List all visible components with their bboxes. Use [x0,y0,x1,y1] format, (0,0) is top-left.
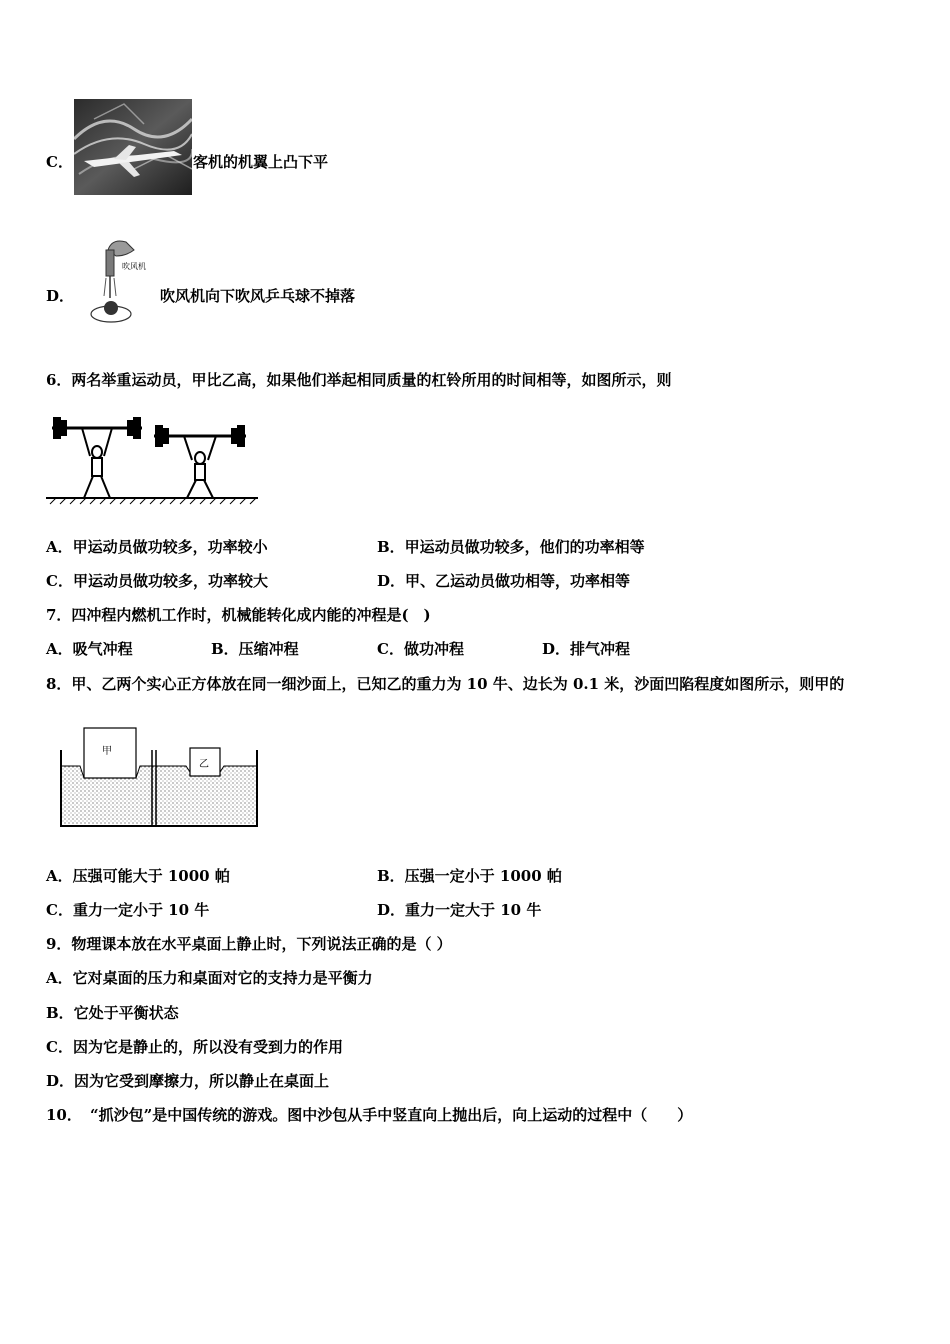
q7-option-a: A．吸气冲程 [46,640,133,658]
question-10-stem: “抓沙包”是中国传统的游戏。图中沙包从手中竖直向上抛出后，向上运动的过程中（ ） [90,1106,693,1124]
option-d-text: 吹风机向下吹风乒乓球不掉落 [160,287,356,305]
option-c-letter: C． [46,153,73,171]
q8-option-b: B．压强一定小于 1000 帕 [377,867,562,885]
option-c-text: 客机的机翼上凸下平 [193,153,329,171]
lifter-jia [52,418,142,498]
question-8-stem: 8．甲、乙两个实心正方体放在同一细沙面上，已知乙的重力为 10 牛、边长为 0.1 米，沙面凹陷程度如图所示，则甲的 [46,675,845,693]
sand-box-figure [56,722,262,830]
q7-option-c: C．做功冲程 [377,640,464,658]
weightlifters-figure [46,412,258,506]
hair-dryer-label: 吹风机 [122,262,146,271]
q7-option-d: D．排气冲程 [542,640,631,658]
q9-option-a: A．它对桌面的压力和桌面对它的支持力是平衡力 [46,969,373,987]
q9-option-b: B．它处于平衡状态 [46,1004,179,1022]
q8-option-a: A．压强可能大于 1000 帕 [46,867,230,885]
option-d-letter: D． [46,287,75,305]
block-yi-label: 乙 [199,759,209,770]
hair-dryer-figure [86,236,156,330]
question-10-number: 10． [46,1106,82,1124]
q6-option-b: B．甲运动员做功较多，他们的功率相等 [377,538,645,556]
q9-option-c: C．因为它是静止的，所以没有受到力的作用 [46,1038,343,1056]
q6-option-c: C．甲运动员做功较多，功率较大 [46,572,268,590]
q7-option-b: B．压缩冲程 [211,640,299,658]
question-9-stem: 9．物理课本放在水平桌面上静止时，下列说法正确的是（ ） [46,935,452,953]
q6-option-d: D．甲、乙运动员做功相等，功率相等 [377,572,631,590]
q8-option-c: C．重力一定小于 10 牛 [46,901,210,919]
block-jia-label: 甲 [102,746,112,757]
question-7-stem: 7．四冲程内燃机工作时，机械能转化成内能的冲程是( ) [46,606,431,624]
q8-option-d: D．重力一定大于 10 牛 [377,901,542,919]
lifter-yi [154,426,246,498]
question-6-stem: 6．两名举重运动员，甲比乙高，如果他们举起相同质量的杠铃所用的时间相等，如图所示，则 [46,371,672,389]
q9-option-d: D．因为它受到摩擦力，所以静止在桌面上 [46,1072,330,1090]
airplane-wing-photo [74,99,192,195]
q6-option-a: A．甲运动员做功较多，功率较小 [46,538,268,556]
